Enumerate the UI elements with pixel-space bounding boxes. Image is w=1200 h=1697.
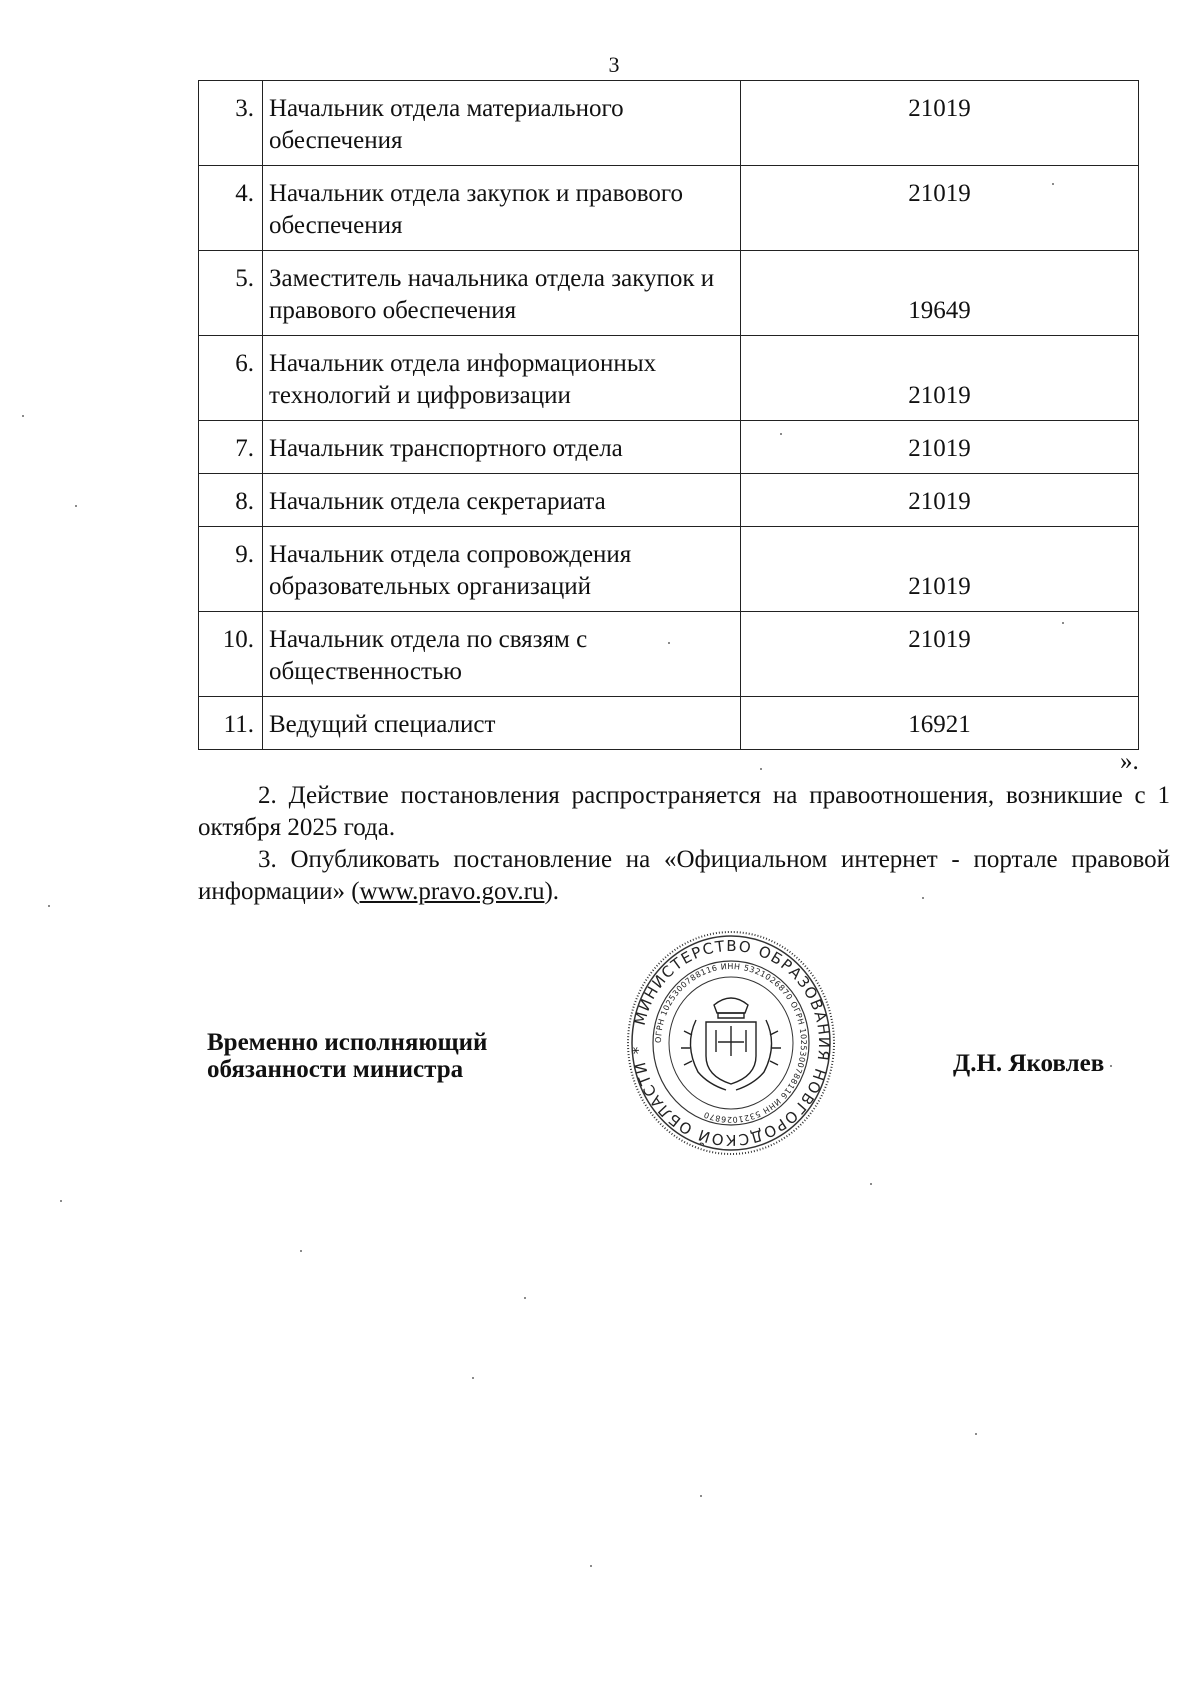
position-title: Начальник отдела информационных технологий и цифровизации — [263, 336, 741, 421]
scan-speck — [1110, 1065, 1112, 1067]
position-title: Начальник отдела материального обеспечения — [263, 81, 741, 166]
scan-speck — [870, 1183, 872, 1185]
row-number: 8. — [199, 474, 263, 527]
scan-speck — [75, 505, 77, 507]
scan-speck — [922, 897, 924, 899]
scan-speck — [524, 1297, 526, 1299]
scan-speck — [590, 1565, 592, 1567]
paragraph-3 — [198, 844, 1170, 908]
table-row — [199, 81, 1139, 166]
scan-speck — [700, 1495, 702, 1497]
position-title: Начальник отдела по связям с общественностью — [263, 612, 741, 697]
table-closing-quote: ». — [1120, 748, 1139, 775]
salary-amount: 21019 — [741, 474, 1139, 527]
table-row — [199, 251, 1139, 336]
row-number: 9. — [199, 527, 263, 612]
table-row — [199, 474, 1139, 527]
scan-speck — [60, 1200, 62, 1202]
table-row — [199, 612, 1139, 697]
signer-name: Д.Н. Яковлев — [953, 1050, 1105, 1077]
row-number: 7. — [199, 421, 263, 474]
row-number: 5. — [199, 251, 263, 336]
table-row — [199, 336, 1139, 421]
coat-of-arms-icon — [681, 998, 781, 1090]
table-row — [199, 166, 1139, 251]
salary-amount: 21019 — [741, 421, 1139, 474]
scan-speck — [300, 1250, 302, 1252]
position-title: Начальник отдела закупок и правового обеспечения — [263, 166, 741, 251]
scan-speck — [22, 415, 24, 417]
row-number: 11. — [199, 697, 263, 750]
position-title: Начальник отдела секретариата — [263, 474, 741, 527]
signer-title-line-1: Временно исполняющий — [207, 1029, 488, 1056]
row-number: 6. — [199, 336, 263, 421]
scan-speck — [1052, 183, 1054, 185]
scan-speck — [48, 905, 50, 907]
salary-amount: 21019 — [741, 336, 1139, 421]
row-number: 10. — [199, 612, 263, 697]
position-title: Ведущий специалист — [263, 697, 741, 750]
row-number: 4. — [199, 166, 263, 251]
scan-speck — [780, 433, 782, 435]
signer-title — [207, 1029, 487, 1083]
signer-title-line-2: обязанности министра — [207, 1056, 464, 1083]
scan-speck — [472, 1377, 474, 1379]
salary-amount: 16921 — [741, 697, 1139, 750]
paragraph-3-end: ). — [544, 878, 560, 905]
seal-inner-text: ОГРН 1025300788116 ИНН 5321026870 ОГРН 1025300788116 ИНН 5321026870 — [653, 961, 809, 1125]
scan-speck — [668, 642, 670, 644]
position-title: Начальник отдела сопровождения образовательных организаций — [263, 527, 741, 612]
row-number: 3. — [199, 81, 263, 166]
salary-table — [198, 80, 1139, 750]
seal-outer-text: МИНИСТЕРСТВО ОБРАЗОВАНИЯ НОВГОРОДСКОЙ ОБЛАСТИ * — [628, 936, 834, 1150]
paragraph-2 — [198, 780, 1170, 844]
scan-speck — [975, 1433, 977, 1435]
salary-amount: 19649 — [741, 251, 1139, 336]
table-row — [199, 697, 1139, 750]
scan-speck — [760, 768, 762, 770]
official-seal — [626, 930, 836, 1156]
table-row — [199, 527, 1139, 612]
position-title: Начальник транспортного отдела — [263, 421, 741, 474]
salary-amount: 21019 — [741, 81, 1139, 166]
page-number: 3 — [608, 52, 620, 77]
salary-amount: 21019 — [741, 612, 1139, 697]
salary-amount: 21019 — [741, 166, 1139, 251]
paragraph-3-text: 3. Опубликовать постановление на «Официальном интернет - портале правовой информации» ( — [198, 846, 1170, 905]
table-row — [199, 421, 1139, 474]
pravo-link[interactable]: www.pravo.gov.ru — [359, 878, 545, 905]
position-title: Заместитель начальника отдела закупок и правового обеспечения — [263, 251, 741, 336]
salary-amount: 21019 — [741, 527, 1139, 612]
scan-speck — [1062, 622, 1064, 624]
paragraph-2-text: 2. Действие постановления распространяется на правоотношения, возникшие с 1 октября 2025 года. — [198, 782, 1170, 841]
